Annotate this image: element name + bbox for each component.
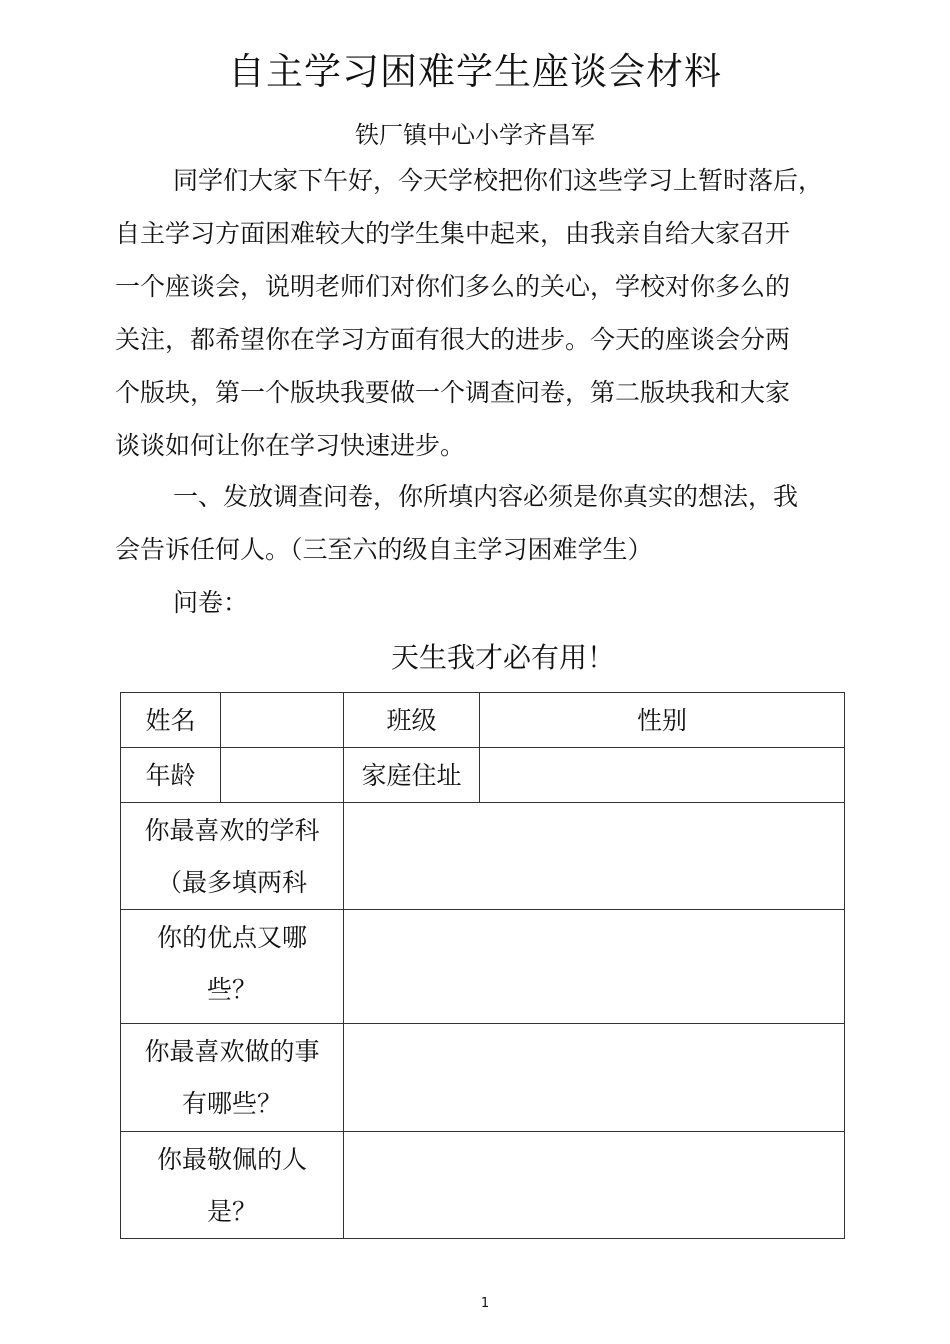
table-row (121, 803, 845, 910)
page-number: 1 (480, 1296, 490, 1311)
intro-line: 一个座谈会，说明老师们对你们多么的关心，学校对你多么的 (115, 272, 791, 301)
survey-table (120, 692, 845, 1239)
intro-paragraph (115, 154, 860, 472)
document-title: 自主学习困难学生座谈会材料 (228, 50, 722, 93)
intro-line: 个版块，第一个版块我要做一个调查问卷，第二版块我和大家 (115, 378, 791, 407)
question-line: 你最喜欢的学科 (144, 816, 320, 845)
address-input-cell[interactable] (480, 748, 845, 803)
question-line: 是？ (206, 1197, 257, 1226)
table-row (121, 693, 845, 748)
section-line: 会告诉任何人。（三至六的级自主学习困难学生） (115, 535, 653, 564)
table-row (121, 1024, 845, 1132)
favorite-subject-answer-cell[interactable] (344, 803, 845, 910)
table-row (121, 910, 845, 1024)
class-label-cell: 班级 (344, 693, 480, 748)
favorite-subject-label-cell (121, 803, 344, 910)
name-input-cell[interactable] (221, 693, 344, 748)
section-line: 一、发放调查问卷，你所填内容必须是你真实的想法，我 (173, 482, 799, 511)
section-one-paragraph (115, 470, 860, 576)
question-line: （最多填两科 (156, 868, 307, 897)
admired-person-label-cell (121, 1132, 344, 1239)
admired-person-answer-cell[interactable] (344, 1132, 845, 1239)
strengths-label-cell (121, 910, 344, 1024)
table-row (121, 1132, 845, 1239)
age-input-cell[interactable] (221, 748, 344, 803)
hobbies-answer-cell[interactable] (344, 1024, 845, 1132)
name-label-cell: 姓名 (121, 693, 221, 748)
question-line: 你最喜欢做的事 (144, 1037, 320, 1066)
intro-line: 关注，都希望你在学习方面有很大的进步。今天的座谈会分两 (115, 325, 791, 354)
question-line: 你最敬佩的人 (156, 1145, 307, 1174)
gender-label-cell: 性别 (480, 693, 845, 748)
hobbies-label-cell (121, 1024, 344, 1132)
address-label-cell: 家庭住址 (344, 748, 480, 803)
question-line: 你的优点又哪 (156, 923, 307, 952)
table-row (121, 748, 845, 803)
intro-line: 同学们大家下午好，今天学校把你们这些学习上暂时落后， (173, 166, 824, 195)
question-line: 些？ (206, 975, 257, 1004)
questionnaire-label: 问卷： (173, 588, 249, 617)
question-line: 有哪些？ (181, 1089, 282, 1118)
age-label-cell: 年龄 (121, 748, 221, 803)
intro-line: 谈谈如何让你在学习快速进步。 (115, 431, 466, 460)
intro-line: 自主学习方面困难较大的学生集中起来，由我亲自给大家召开 (115, 219, 791, 248)
author-line: 铁厂镇中心小学齐昌军 (355, 121, 595, 149)
questionnaire-title: 天生我才必有用！ (390, 641, 615, 674)
strengths-answer-cell[interactable] (344, 910, 845, 1024)
